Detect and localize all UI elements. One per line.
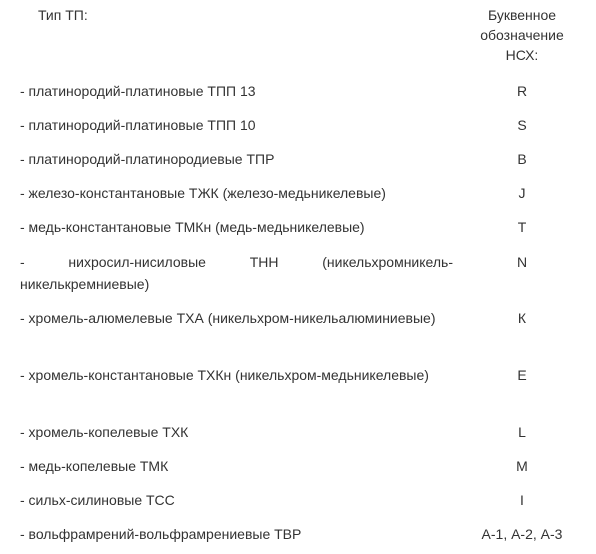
nsx-code: M — [516, 458, 528, 474]
nsx-code: E — [517, 367, 527, 383]
nsx-code: R — [516, 83, 528, 99]
nsx-code: L — [518, 424, 526, 440]
nsx-code: T — [517, 219, 527, 235]
thermocouple-type: - медь-копелевые ТМК — [20, 458, 169, 474]
thermocouple-type: - платинородий-платиновые ТПП 10 — [20, 117, 256, 133]
column-header-code — [462, 5, 582, 65]
thermocouple-type: - железо-константановые ТЖК (железо-медьникелевые) — [20, 185, 386, 201]
column-header-code-line: обозначение — [480, 27, 564, 43]
nsx-code: А-1, А-2, А-3 — [481, 526, 563, 542]
thermocouple-type: - сильх-силиновые ТСС — [20, 492, 175, 508]
thermocouple-type: - вольфрамрений-вольфрамрениевые ТВР — [20, 526, 302, 542]
thermocouple-type: - нихросил-нисиловые ТНН (никельхромникель-никелькремниевые) — [20, 254, 453, 292]
thermocouple-type: - платинородий-платинородиевые ТПР — [20, 151, 275, 167]
nsx-code: К — [517, 310, 527, 326]
thermocouple-type: - хромель-константановые ТХКн (никельхром-медьникелевые) — [20, 367, 429, 383]
nsx-code: S — [517, 117, 527, 133]
thermocouple-type: - медь-константановые ТМКн (медь-медьникелевые) — [20, 219, 365, 235]
nsx-code: B — [517, 151, 527, 167]
column-header-code-line: НСХ: — [505, 47, 539, 63]
nsx-code: I — [520, 492, 524, 508]
nsx-code: J — [518, 185, 526, 201]
column-header-code-line: Буквенное — [487, 7, 557, 23]
thermocouple-type: - хромель-копелевые ТХК — [20, 424, 189, 440]
thermocouple-type: - платинородий-платиновые ТПП 13 — [20, 83, 256, 99]
thermocouple-type: - хромель-алюмелевые ТХА (никельхром-никельалюминиевые) — [20, 310, 436, 326]
column-header-type: Тип ТП: — [38, 7, 88, 23]
nsx-code: N — [516, 254, 528, 270]
